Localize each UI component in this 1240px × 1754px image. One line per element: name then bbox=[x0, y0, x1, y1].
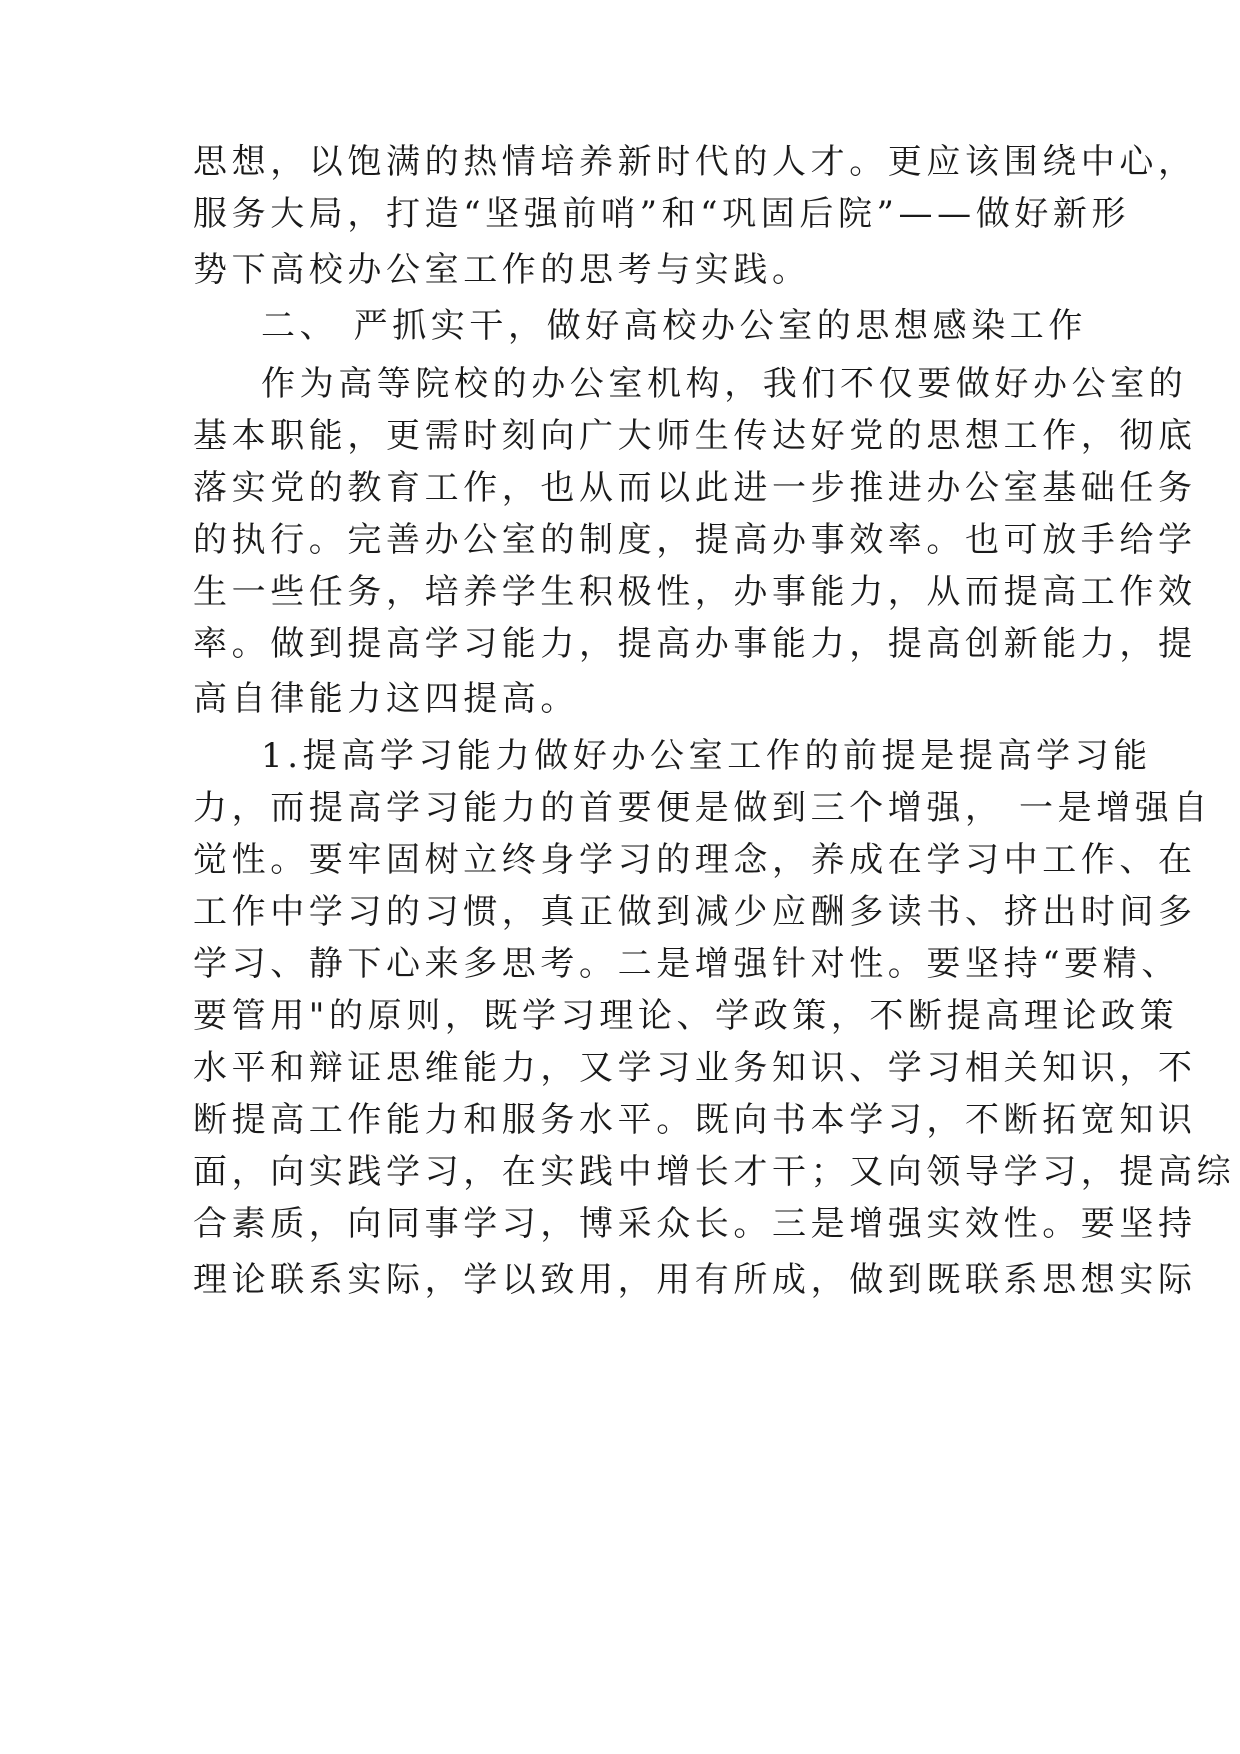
text-line-1: 思想，以饱满的热情培养新时代的人才。更应该围绕中心， bbox=[193, 142, 1197, 182]
text-line-3: 势下高校办公室工作的思考与实践。 bbox=[193, 250, 811, 290]
text-line-18: 水平和辩证思维能力，又学习业务知识、学习相关知识，不 bbox=[193, 1048, 1197, 1088]
text-line-6: 基本职能，更需时刻向广大师生传达好党的思想工作，彻底 bbox=[193, 416, 1197, 456]
text-line-19: 断提高工作能力和服务水平。既向书本学习，不断拓宽知识 bbox=[193, 1100, 1197, 1140]
numbered-item-1: 1.提高学习能力做好办公室工作的前提是提高学习能 bbox=[261, 736, 1152, 776]
text-line-7: 落实党的教育工作，也从而以此进一步推进办公室基础任务 bbox=[193, 468, 1197, 508]
text-line-17: 要管用"的原则，既学习理论、学政策，不断提高理论政策 bbox=[193, 996, 1179, 1036]
text-line-22: 理论联系实际，学以致用，用有所成，做到既联系思想实际 bbox=[193, 1260, 1197, 1300]
text-line-21: 合素质，向同事学习，博采众长。三是增强实效性。要坚持 bbox=[193, 1204, 1197, 1244]
text-line-14: 觉性。要牢固树立终身学习的理念，养成在学习中工作、在 bbox=[193, 840, 1197, 880]
text-line-5: 作为高等院校的办公室机构，我们不仅要做好办公室的 bbox=[261, 364, 1188, 404]
text-line-20: 面，向实践学习，在实践中增长才干；又向领导学习，提高综 bbox=[193, 1152, 1236, 1192]
text-line-2: 服务大局，打造“坚强前哨”和“巩固后院”——做好新形 bbox=[193, 194, 1131, 234]
text-line-9: 生一些任务，培养学生积极性，办事能力，从而提高工作效 bbox=[193, 572, 1197, 612]
text-line-13: 力，而提高学习能力的首要便是做到三个增强， 一是增强自 bbox=[193, 788, 1213, 828]
text-line-15: 工作中学习的习惯，真正做到减少应酬多读书、挤出时间多 bbox=[193, 892, 1197, 932]
section-heading: 二、 严抓实干，做好高校办公室的思想感染工作 bbox=[261, 306, 1088, 346]
text-line-11: 高自律能力这四提高。 bbox=[193, 679, 579, 719]
text-line-10: 率。做到提高学习能力，提高办事能力，提高创新能力，提 bbox=[193, 624, 1197, 664]
text-line-16: 学习、静下心来多思考。二是增强针对性。要坚持“要精、 bbox=[193, 944, 1180, 984]
text-line-8: 的执行。完善办公室的制度，提高办事效率。也可放手给学 bbox=[193, 520, 1197, 560]
